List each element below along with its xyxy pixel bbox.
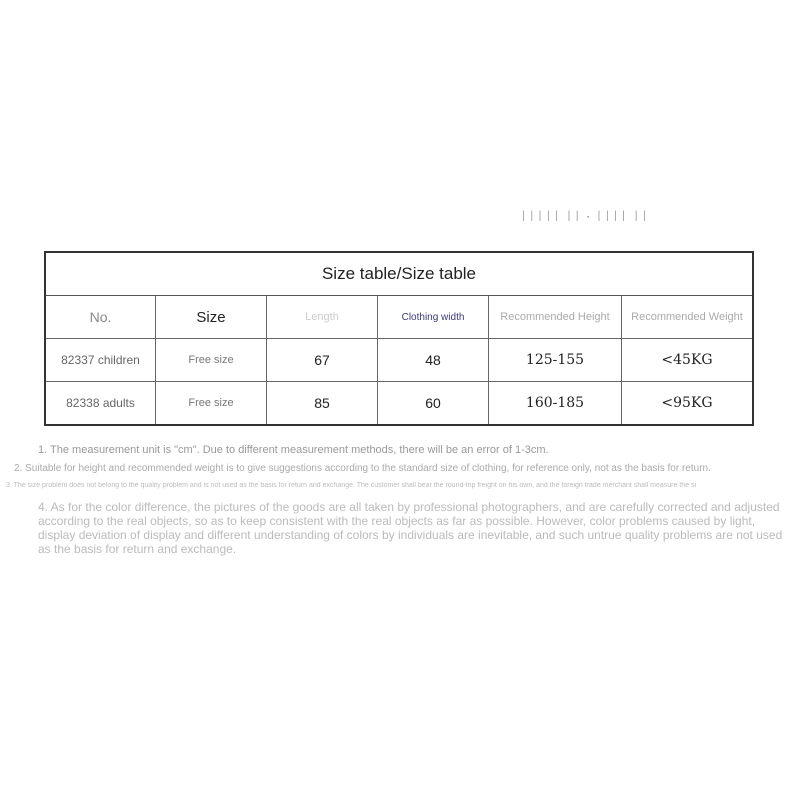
header-recommended-weight: Recommended Weight bbox=[631, 311, 743, 323]
cell-recommended-weight: <95KG bbox=[661, 395, 713, 411]
table-row bbox=[46, 382, 752, 424]
size-table bbox=[44, 251, 754, 426]
cell-clothing-width: 60 bbox=[378, 382, 489, 424]
cell-recommended-weight: <45KG bbox=[661, 352, 713, 368]
header-clothing-width: Clothing width bbox=[378, 296, 489, 338]
note-size-problem: 3. The size problem does not belong to the quality problem and is not used as the basis for return and exchange. The customer shall bear the round-trip freight on his own, and the foreign trade merchant shall measure the si bbox=[6, 482, 697, 489]
header-length: Length bbox=[267, 296, 378, 338]
cell-size: Free size bbox=[156, 382, 267, 424]
header-no: No. bbox=[46, 296, 156, 338]
cell-clothing-width: 48 bbox=[378, 339, 489, 381]
header-size: Size bbox=[156, 296, 267, 338]
cell-recommended-height: 125-155 bbox=[489, 339, 622, 381]
table-row bbox=[46, 339, 752, 382]
cell-length: 85 bbox=[267, 382, 378, 424]
cell-size: Free size bbox=[156, 339, 267, 381]
table-header-row bbox=[46, 296, 752, 339]
note-measurement-unit: 1. The measurement unit is "cm". Due to different measurement methods, there will be an error of 1-3cm. bbox=[38, 444, 549, 456]
note-color-difference: 4. As for the color difference, the pictures of the goods are all taken by professional photographers, and are carefully corrected and adjusted according to the real objects, so as to keep consistent with the real objects as far as possible. However, color problems caused by light, display deviation of display and different understanding of colors by individuals are inevitable, and such untrue quality problems are not used as the basis for return and exchange. bbox=[38, 500, 783, 556]
cell-no: 82337 children bbox=[46, 339, 156, 381]
header-recommended-height: Recommended Height bbox=[489, 296, 622, 338]
table-title: Size table/Size table bbox=[46, 253, 752, 296]
cell-length: 67 bbox=[267, 339, 378, 381]
cell-no: 82338 adults bbox=[46, 382, 156, 424]
cell-recommended-height: 160-185 bbox=[489, 382, 622, 424]
faint-top-text: ᛁᛁᛁᛁᛁ ᛁᛁ · ᛁᛁᛁᛁ ᛁᛁ bbox=[520, 209, 649, 221]
note-recommended-weight: 2. Suitable for height and recommended weight is to give suggestions according to the standard size of clothing, for reference only, not as the basis for return. bbox=[14, 463, 711, 474]
